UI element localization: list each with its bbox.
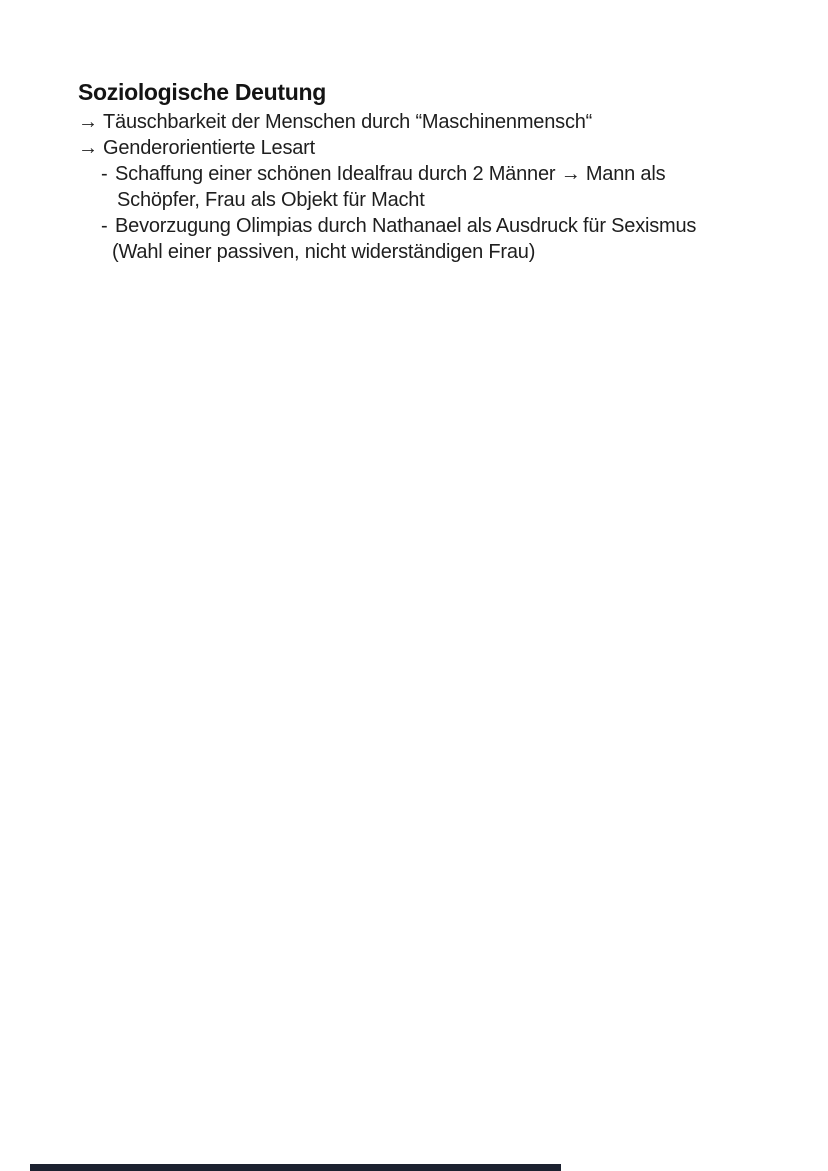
- arrow-bullet-2: [78, 135, 758, 161]
- page-title: Soziologische Deutung: [78, 79, 326, 105]
- bullet-text: Täuschbarkeit der Menschen durch “Maschinenmensch“: [103, 111, 593, 133]
- dash-bullet-2: [101, 213, 758, 239]
- page-bottom-edge: [30, 1164, 561, 1171]
- arrow-bullet-1: [78, 109, 758, 135]
- bullet-text: Bevorzugung Olimpias durch Nathanael als Ausdruck für Sexismus: [115, 215, 697, 237]
- bullet-text: (Wahl einer passiven, nicht widerständigen Frau): [112, 241, 536, 263]
- bullet-text: Schaffung einer schönen Idealfrau durch 2 Männer → Mann als: [115, 163, 666, 185]
- bullet-text: Schöpfer, Frau als Objekt für Macht: [117, 189, 425, 211]
- note-content: [78, 79, 758, 265]
- arrow-icon: →: [78, 111, 98, 133]
- dash-bullet-1: [101, 161, 758, 187]
- dash-bullet-1-wrap: [117, 187, 758, 213]
- dash-bullet-2-wrap: [112, 239, 758, 265]
- dash-marker: -: [101, 215, 108, 237]
- dash-marker: -: [101, 163, 108, 185]
- arrow-icon: →: [78, 137, 98, 159]
- bullet-text: Genderorientierte Lesart: [103, 137, 315, 159]
